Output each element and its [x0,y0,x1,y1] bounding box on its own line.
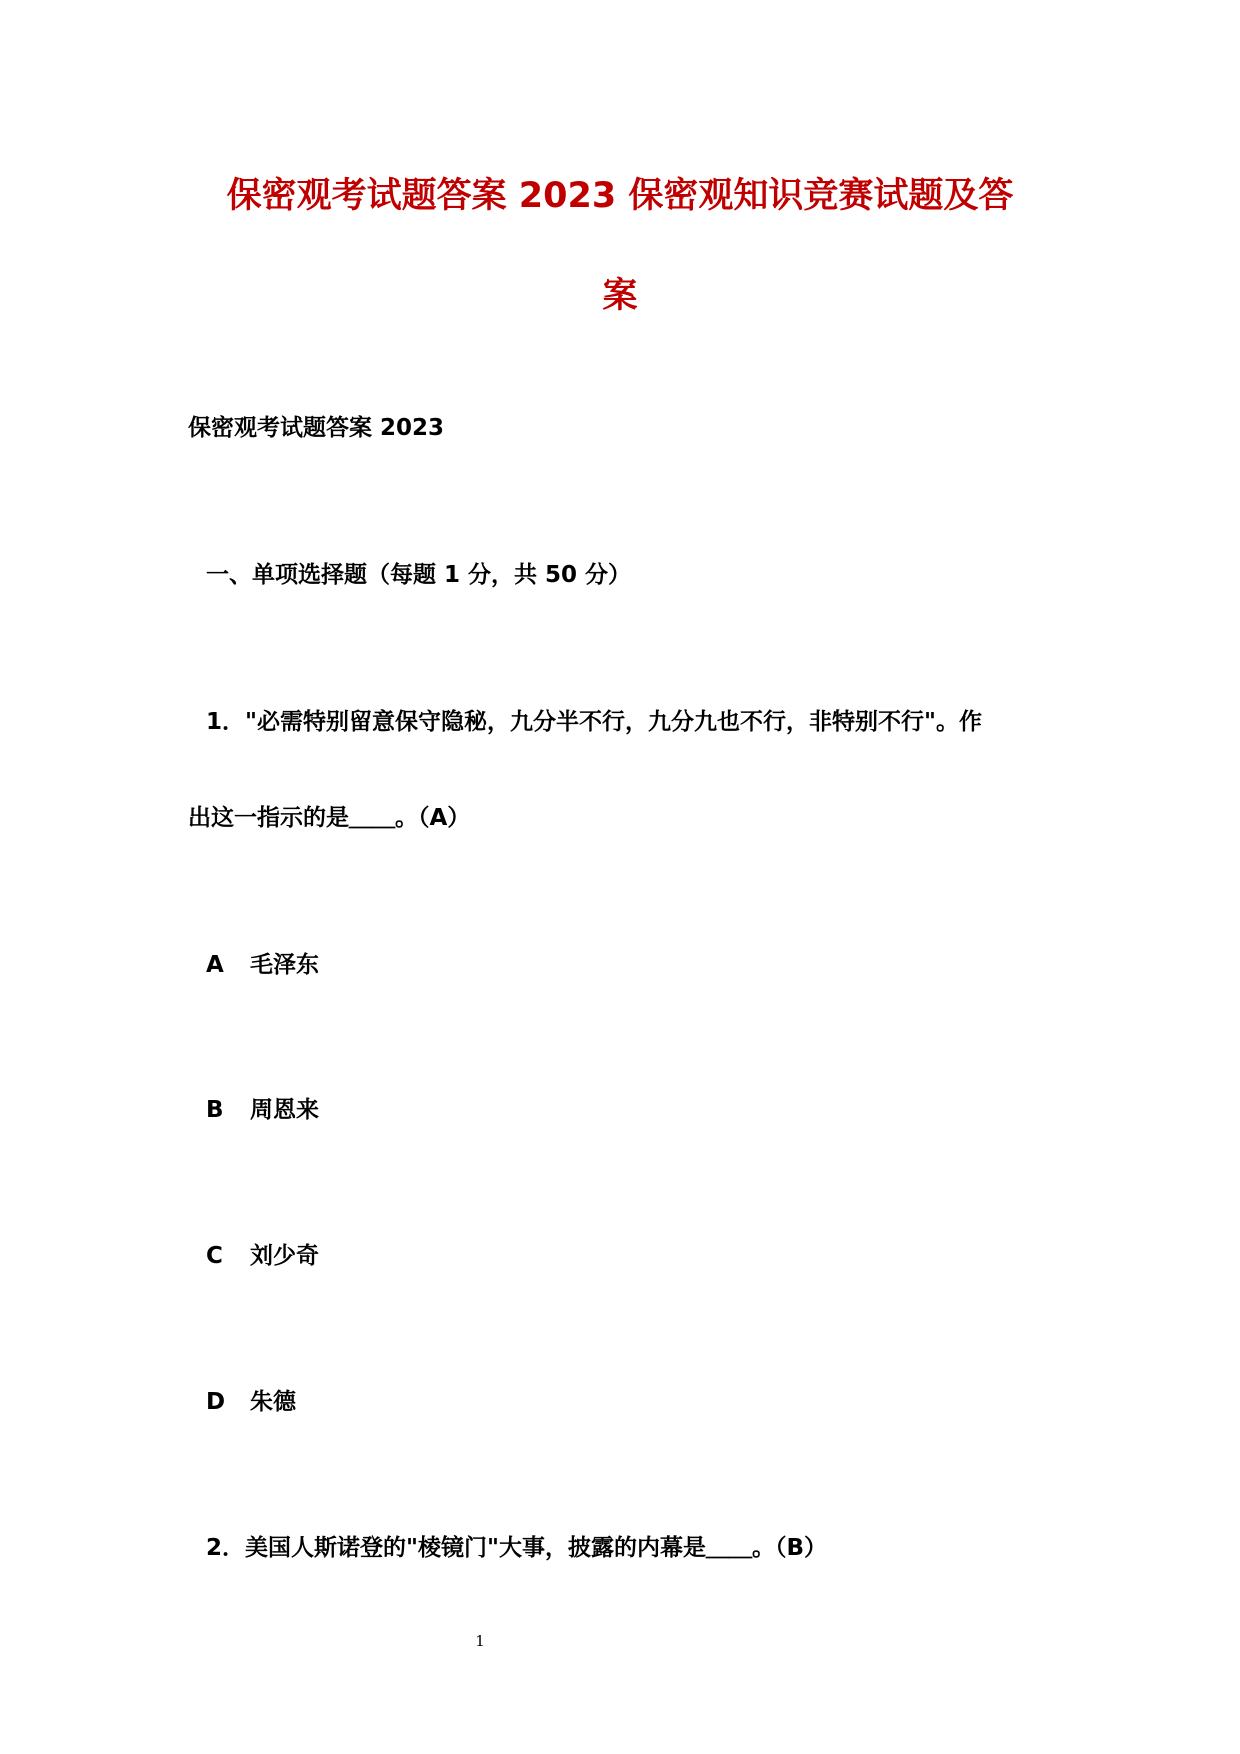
question-1-option-b [206,1096,319,1124]
option-letter: C [206,1243,223,1269]
question-1-text-line-2: 出这一指示的是＿＿。（A） [188,805,471,831]
question-1-option-c [206,1242,319,1270]
option-letter: D [206,1389,226,1415]
option-text: 刘少奇 [250,1243,319,1269]
document-title-line-1: 保密观考试题答案 2023 保密观知识竞赛试题及答 [226,176,1014,216]
question-2-text-line-1: 2．美国人斯诺登的"棱镜门"大事，披露的内幕是＿＿。（B） [206,1535,827,1561]
option-text: 周恩来 [250,1097,319,1123]
question-1-option-d [206,1388,296,1416]
question-1-option-a [206,951,319,979]
document-title-line-2: 案 [602,276,638,316]
question-1-text-line-1: 1．"必需特别留意保守隐秘，九分半不行，九分九也不行，非特别不行"。作 [206,709,982,735]
option-letter: A [206,952,224,978]
option-text: 毛泽东 [250,952,319,978]
section-heading: 一、单项选择题（每题 1 分，共 50 分） [206,562,632,588]
document-subtitle: 保密观考试题答案 2023 [188,415,445,441]
option-letter: B [206,1097,224,1123]
page-number: 1 [475,1632,485,1650]
option-text: 朱德 [250,1389,296,1415]
